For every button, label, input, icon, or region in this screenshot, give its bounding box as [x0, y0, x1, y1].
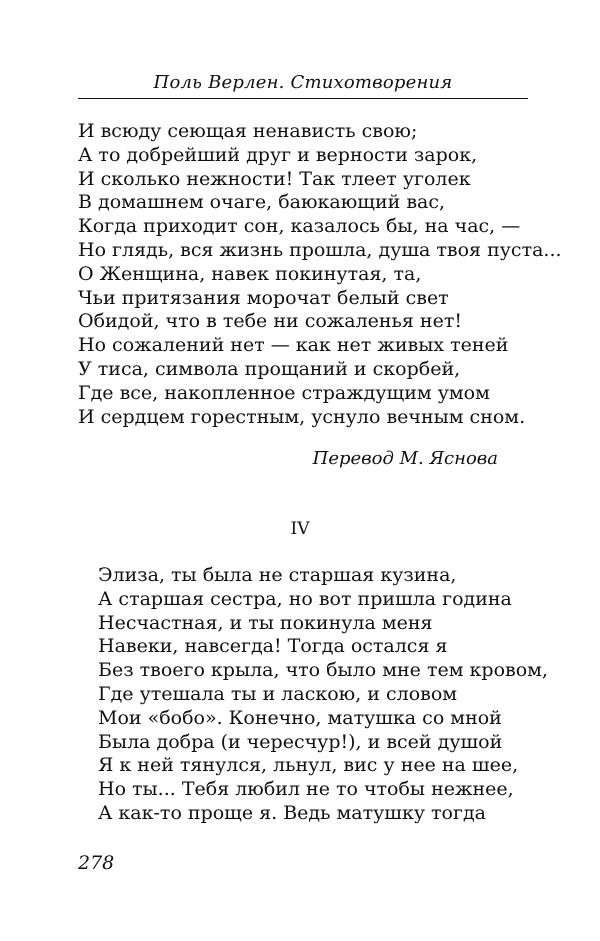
verse-line: Навеки, навсегда! Тогда остался я — [98, 635, 448, 658]
verse-line: И всюду сеющая ненависть свою; — [78, 120, 418, 142]
verse-line: А то добрейший друг и верности зарок, — [78, 143, 478, 166]
running-head: Поль Верлен. Стихотворения — [153, 72, 453, 93]
verse-line: Была добра (и чересчур!), и всей душой — [98, 730, 503, 753]
verse-line: У тиса, символа прощаний и скорбей, — [78, 357, 461, 380]
verse-line: Без твоего крыла, что было мне тем кровом, — [98, 659, 548, 682]
page-number: 278 — [78, 852, 115, 874]
section-numeral: IV — [290, 519, 310, 539]
poem-stanza-end — [78, 120, 562, 429]
verse-line: Но глядь, вся жизнь прошла, душа твоя пуста... — [78, 238, 562, 261]
verse-line: Мои «бобо». Конечно, матушка со мной — [98, 706, 502, 729]
verse-line: А как-то проще я. Ведь матушку тогда — [98, 801, 486, 824]
verse-line: Обидой, что в тебе ни сожаленья нет! — [78, 310, 462, 333]
verse-line: И сердцем горестным, уснуло вечным сном. — [78, 405, 526, 428]
header-rule — [78, 98, 528, 99]
verse-line: Я к ней тянулся, льнул, вис у нее на шее, — [98, 754, 519, 777]
verse-line: Где все, накопленное страждущим умом — [78, 381, 490, 404]
verse-line: Где утешала ты и ласкою, и словом — [98, 682, 458, 705]
verse-line: Но сожалений нет — как нет живых теней — [78, 334, 509, 357]
poem-stanza-iv — [98, 564, 568, 826]
verse-line: Чьи притязания морочат белый свет — [78, 286, 449, 309]
translator-credit: Перевод М. Яснова — [312, 448, 498, 469]
verse-line: Элиза, ты была не старшая кузина, — [98, 564, 457, 586]
verse-line: О Женщина, навек покинутая, та, — [78, 262, 422, 285]
verse-line: Когда приходит сон, казалось бы, на час, — — [78, 215, 521, 238]
verse-line: В домашнем очаге, баюкающий вас, — [78, 191, 446, 214]
verse-line: И сколько нежности! Так тлеет уголек — [78, 167, 471, 190]
verse-line: Но ты... Тебя любил не то чтобы нежнее, — [98, 778, 514, 801]
verse-line: А старшая сестра, но вот пришла година — [98, 587, 512, 610]
verse-line: Несчастная, и ты покинула меня — [98, 611, 433, 634]
